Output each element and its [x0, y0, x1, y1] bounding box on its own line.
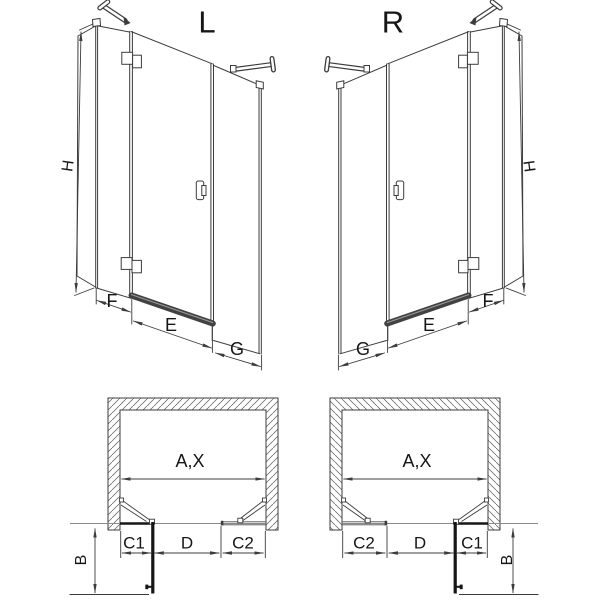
dim-label-d-left: D: [180, 533, 194, 553]
dim-label-height-left: H: [59, 159, 78, 173]
dim-label-c2-left: C2: [232, 533, 254, 553]
dim-label-c1-right: C1: [461, 533, 483, 553]
hinge-bottom: [121, 258, 141, 273]
dim-label-f-left: F: [106, 291, 118, 311]
wall-support-bar-right: [231, 59, 274, 73]
dim-label-height-right: H: [521, 159, 540, 173]
variant-label-left: L: [198, 4, 216, 40]
dim-label-e-right: E: [422, 315, 436, 335]
dim-label-c1-left: C1: [123, 533, 145, 553]
wall-support-bar-top: [100, 2, 131, 26]
dim-label-f-right: F: [482, 291, 494, 311]
variant-label-right: R: [381, 4, 405, 40]
dim-label-opening-left: A,X: [175, 451, 205, 471]
dim-label-g-right: G: [355, 339, 371, 359]
dim-label-opening-right: A,X: [402, 451, 432, 471]
plan-view-left: [70, 398, 279, 595]
hinge-top: [122, 52, 142, 68]
plan-open-door: [145, 522, 153, 594]
door-handle: [196, 181, 206, 200]
side-panel-g: [212, 66, 263, 354]
dim-label-e-left: E: [164, 315, 178, 335]
side-wall-plane: [77, 26, 96, 287]
hinged-door: [130, 32, 214, 326]
dim-label-b-left: B: [73, 554, 90, 566]
plan-panels: [70, 521, 266, 526]
plan-bracket-right: [238, 498, 267, 523]
plan-bracket-left: [120, 498, 155, 524]
dim-label-g-left: G: [229, 339, 245, 359]
dim-label-b-right: B: [499, 554, 516, 566]
dim-label-d-right: D: [413, 533, 427, 553]
dim-label-c2-right: C2: [353, 533, 375, 553]
